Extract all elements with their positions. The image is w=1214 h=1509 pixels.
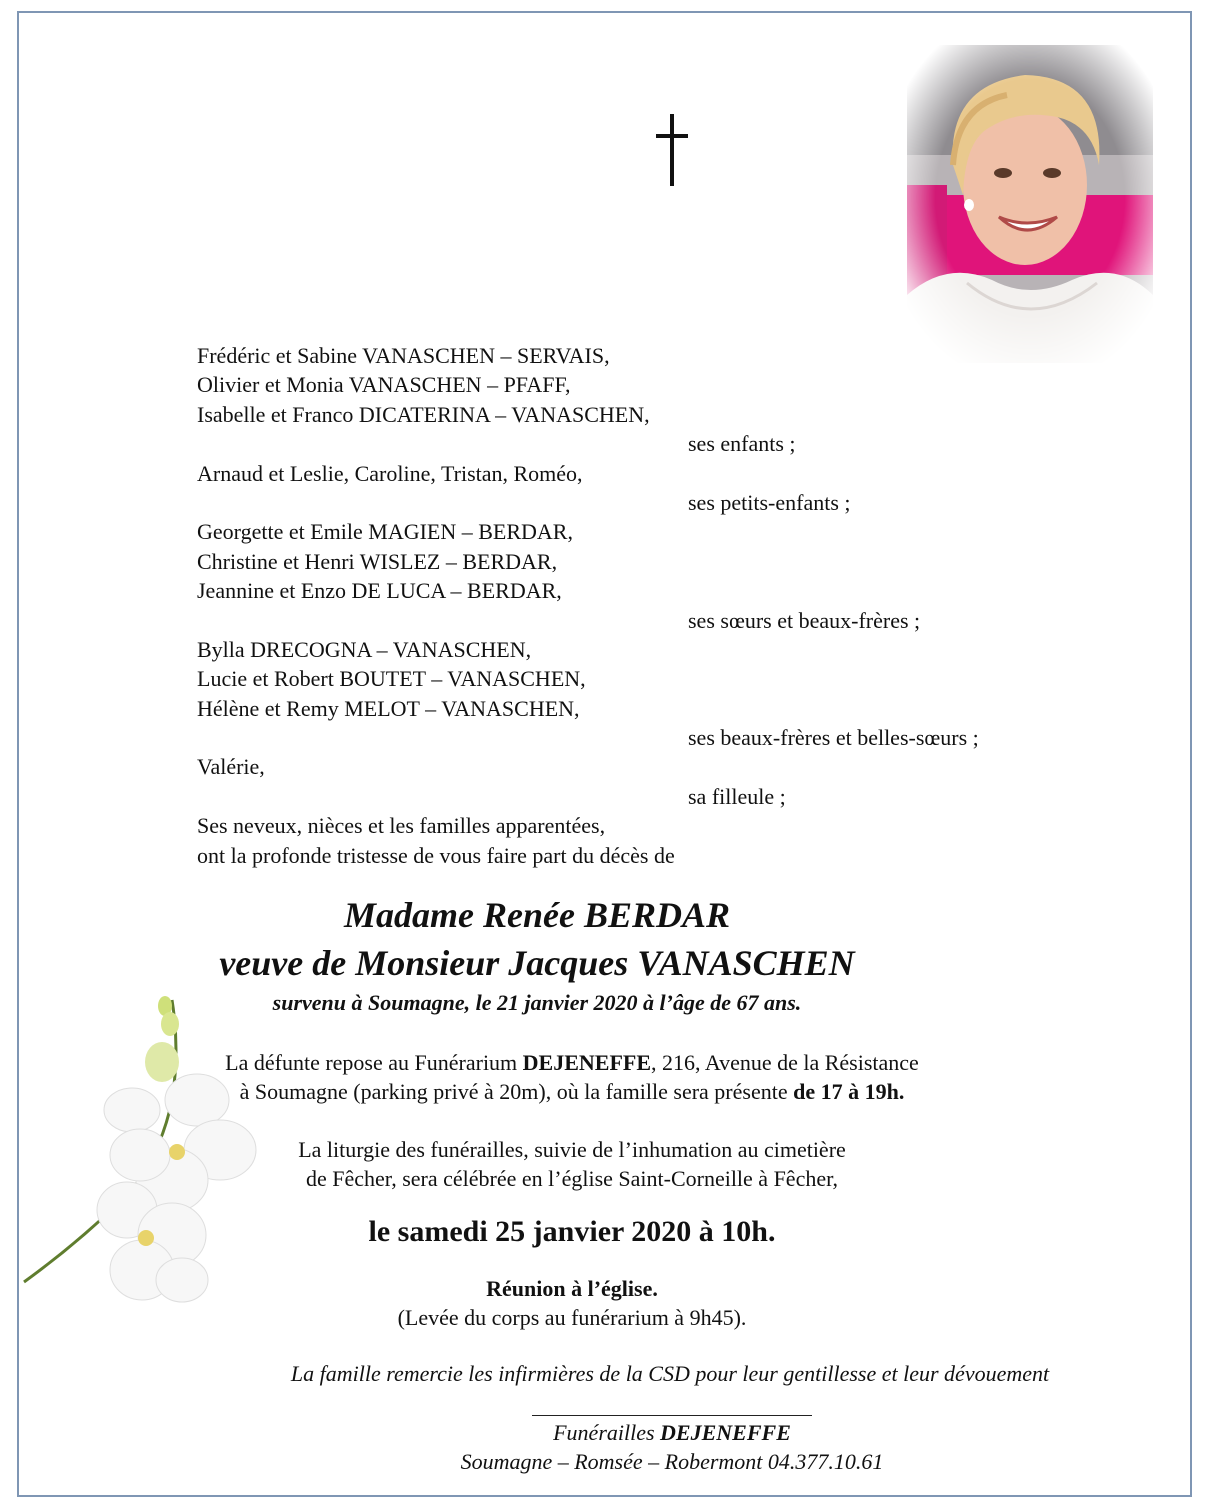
levee-time: (Levée du corps au funérarium à 9h45). bbox=[397, 1305, 747, 1330]
repose-text: La défunte repose au Funérarium bbox=[225, 1050, 523, 1075]
funeral-home-prefix: Funérailles bbox=[553, 1420, 661, 1445]
funeral-home-locations: Soumagne – Romsée – Robermont 04.377.10.61 bbox=[460, 1449, 884, 1474]
visiting-hours: de 17 à 19h. bbox=[793, 1079, 905, 1104]
deceased-name: Madame Renée BERDAR bbox=[343, 895, 730, 935]
cross-icon bbox=[654, 114, 690, 186]
family-member-line: Lucie et Robert BOUTET – VANASCHEN, bbox=[197, 666, 586, 692]
funeral-home-name: DEJENEFFE bbox=[660, 1420, 791, 1445]
repose-address: , 216, Avenue de la Résistance bbox=[651, 1050, 919, 1075]
funerarium-name: DEJENEFFE bbox=[522, 1050, 652, 1075]
funeral-home-title bbox=[64, 1420, 1214, 1446]
widow-of: veuve de Monsieur Jacques VANASCHEN bbox=[219, 943, 855, 983]
family-member-line: Hélène et Remy MELOT – VANASCHEN, bbox=[197, 695, 580, 721]
family-member-line: Frédéric et Sabine VANASCHEN – SERVAIS, bbox=[197, 343, 610, 368]
liturgy-line-1: La liturgie des funérailles, suivie de l’inhumation au cimetière bbox=[298, 1137, 846, 1162]
family-member-line: Bylla DRECOGNA – VANASCHEN, bbox=[197, 636, 532, 662]
relation-label: ses enfants ; bbox=[688, 431, 796, 457]
ceremony-date: le samedi 25 janvier 2020 à 10h. bbox=[368, 1215, 776, 1248]
death-details: survenu à Soumagne, le 21 janvier 2020 à l’âge de 67 ans. bbox=[272, 990, 802, 1015]
family-member-line: Olivier et Monia VANASCHEN – PFAFF, bbox=[197, 372, 571, 398]
relation-label: ses sœurs et beaux-frères ; bbox=[688, 607, 921, 633]
meeting-place: Réunion à l’église. bbox=[486, 1276, 658, 1301]
relation-label: sa filleule ; bbox=[688, 783, 786, 809]
divider bbox=[532, 1415, 812, 1416]
family-member-line: Ses neveux, nièces et les familles apparentées, bbox=[197, 813, 606, 839]
relation-label: ses petits-enfants ; bbox=[688, 489, 851, 515]
family-member-line: Christine et Henri WISLEZ – BERDAR, bbox=[197, 548, 558, 574]
liturgy-line-2: de Fêcher, sera célébrée en l’église Saint-Corneille à Fêcher, bbox=[305, 1166, 839, 1191]
repose-text-2: à Soumagne (parking privé à 20m), où la famille sera présente bbox=[239, 1079, 794, 1104]
family-list bbox=[197, 341, 1077, 870]
family-member-line: Jeannine et Enzo DE LUCA – BERDAR, bbox=[197, 578, 562, 604]
thanks-note: La famille remercie les infirmières de la CSD pour leur gentillesse et leur dévouement bbox=[290, 1361, 1050, 1386]
portrait-photo bbox=[907, 45, 1153, 363]
relation-label: ses beaux-frères et belles-sœurs ; bbox=[688, 725, 979, 751]
family-member-line: Georgette et Emile MAGIEN – BERDAR, bbox=[197, 519, 573, 545]
family-member-line: Arnaud et Leslie, Caroline, Tristan, Roméo, bbox=[197, 460, 583, 486]
family-member-line: ont la profonde tristesse de vous faire part du décès de bbox=[197, 842, 675, 868]
family-member-line: Isabelle et Franco DICATERINA – VANASCHEN, bbox=[197, 401, 650, 427]
orchid-flower-image bbox=[22, 990, 262, 1310]
family-member-line: Valérie, bbox=[197, 754, 265, 780]
